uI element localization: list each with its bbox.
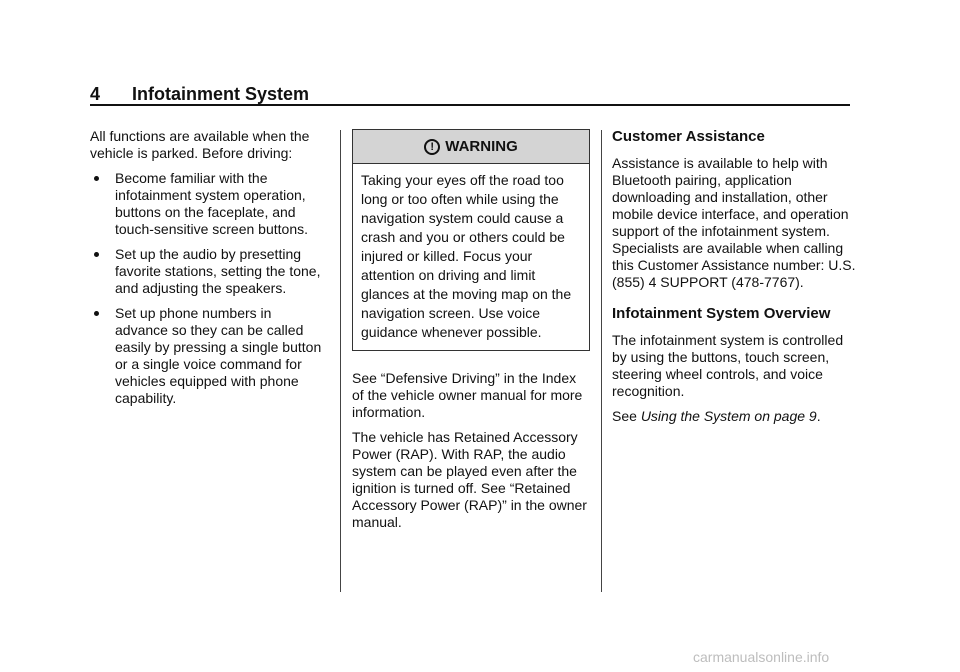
- list-item: [90, 305, 328, 407]
- header-rule: [90, 104, 850, 106]
- list-item: [90, 170, 328, 238]
- list-item: [90, 246, 328, 297]
- bullet-list: [90, 170, 328, 407]
- see-suffix: .: [816, 408, 821, 424]
- page-number: 4: [90, 84, 101, 104]
- overview-text: The infotainment system is controlled by using the buttons, touch screen, steering wheel controls, and voice recognition.: [612, 332, 844, 399]
- page-title: Infotainment System: [132, 84, 310, 104]
- column-3: [612, 128, 857, 433]
- see-reference: [612, 408, 857, 425]
- bullet-icon: [94, 311, 99, 316]
- column-1: [90, 128, 328, 415]
- warning-header: [353, 130, 589, 164]
- customer-assistance-text: Assistance is available to help with Bluetooth pairing, application downloading and installation, other mobile device interface, and operation support of the infotainment system. Specialists are available when calling this Customer Assistance number: U.S. (855) 4 SUPPORT (478-7767).: [612, 155, 856, 290]
- bullet-text: Become familiar with the infotainment system operation, buttons on the faceplate, and touch-sensitive screen buttons.: [115, 170, 308, 237]
- bullet-icon: [94, 176, 99, 181]
- warning-icon: !: [424, 139, 440, 155]
- bullet-text: Set up the audio by presetting favorite stations, setting the tone, and adjusting the speakers.: [115, 246, 321, 296]
- overview-heading: Infotainment System Overview: [612, 305, 831, 322]
- rap-paragraph: The vehicle has Retained Accessory Power (RAP). With RAP, the audio system can be played even after the ignition is turned off. See “Retained Accessory Power (RAP)” in the owner manual.: [352, 429, 587, 530]
- column-2: [352, 129, 590, 539]
- customer-assistance-heading: Customer Assistance: [612, 128, 765, 145]
- bullet-icon: [94, 252, 99, 257]
- see-link[interactable]: Using the System on page 9: [640, 408, 817, 424]
- page-header: [90, 83, 850, 105]
- see-prefix: See: [612, 408, 637, 424]
- column-divider-1: [340, 130, 341, 592]
- warning-text: Taking your eyes off the road too long or too often while using the navigation system could cause a crash and you or others could be injured or killed. Focus your attention on driving and limit glances at the moving map on the navigation screen. Use voice guidance whenever possible.: [361, 172, 572, 340]
- column-divider-2: [601, 130, 602, 592]
- watermark: carmanualsonline.info: [693, 649, 830, 665]
- defensive-driving-paragraph: See “Defensive Driving” in the Index of the vehicle owner manual for more information.: [352, 370, 583, 420]
- bullet-text: Set up phone numbers in advance so they can be called easily by pressing a single button or a single voice command for vehicles equipped with phone capability.: [115, 305, 322, 406]
- intro-paragraph: All functions are available when the vehicle is parked. Before driving:: [90, 128, 310, 161]
- warning-box: [352, 129, 590, 351]
- warning-title: WARNING: [445, 138, 518, 155]
